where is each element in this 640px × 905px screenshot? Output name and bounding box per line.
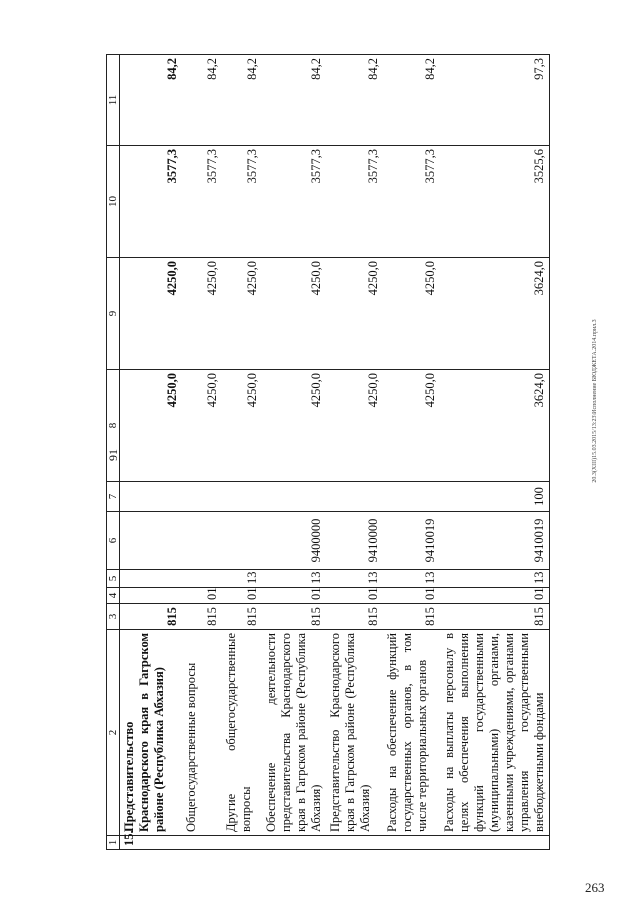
row-number: 15. [120, 836, 182, 850]
value-percent: 97,3 [440, 55, 550, 146]
code-subsection [120, 570, 182, 588]
code-section: 01 [262, 588, 326, 604]
row-number [326, 836, 383, 850]
value-approved: 4250,0 [326, 370, 383, 482]
value-percent: 84,2 [326, 55, 383, 146]
code-section: 01 [326, 588, 383, 604]
code-section: 01 [182, 588, 222, 604]
value-percent: 84,2 [262, 55, 326, 146]
column-header-2: 2 [107, 630, 120, 836]
value-planned: 4250,0 [182, 258, 222, 370]
footer-file-path: 20.3(XIII)15.03.2015/13:23\Исполнение БЮДЖЕТА.2014.прил.3 [592, 319, 598, 483]
row-number [182, 836, 222, 850]
code-expense-type: 100 [440, 482, 550, 512]
code-expense-type [120, 482, 182, 512]
column-header-4: 4 [107, 588, 120, 604]
code-ministry: 815 [326, 604, 383, 630]
value-percent: 84,2 [222, 55, 262, 146]
row-number [262, 836, 326, 850]
value-executed: 3577,3 [182, 146, 222, 258]
row-name: Другие общегосударственные вопросы [222, 630, 262, 836]
column-header-1: 1 [107, 836, 120, 850]
column-header-9: 9 [107, 258, 120, 370]
code-ministry: 815 [182, 604, 222, 630]
code-ministry: 815 [262, 604, 326, 630]
column-header-5: 5 [107, 570, 120, 588]
code-subsection: 13 [383, 570, 440, 588]
code-section: 01 [440, 588, 550, 604]
code-expense-type [222, 482, 262, 512]
value-planned: 3624,0 [440, 258, 550, 370]
value-executed: 3577,3 [383, 146, 440, 258]
row-name: Обеспечение деятельности представительства Краснодарского края в Гагрском районе (Республика Абхазия) [262, 630, 326, 836]
rotated-budget-table [106, 55, 576, 850]
code-expense-type [262, 482, 326, 512]
code-expense-type [383, 482, 440, 512]
code-ministry: 815 [383, 604, 440, 630]
value-approved: 3624,0 [440, 370, 550, 482]
row-name: Представительство Краснодарского края в Гагрском районе (Республика Абхазия) [326, 630, 383, 836]
value-executed: 3577,3 [262, 146, 326, 258]
column-header-8: 8 [107, 370, 120, 482]
header-row [107, 55, 120, 850]
value-percent: 84,2 [120, 55, 182, 146]
value-planned: 4250,0 [262, 258, 326, 370]
value-approved: 4250,0 [222, 370, 262, 482]
row-number [222, 836, 262, 850]
value-executed: 3525,6 [440, 146, 550, 258]
code-section: 01 [222, 588, 262, 604]
row-name: Общегосударственные вопросы [182, 630, 222, 836]
code-target: 9400000 [262, 512, 326, 570]
table-row [262, 55, 326, 850]
row-name: Расходы на обеспечение функций государственных органов, в том числе территориальных органов [383, 630, 440, 836]
value-planned: 4250,0 [383, 258, 440, 370]
code-expense-type [182, 482, 222, 512]
row-name: Представительство Краснодарского края в Гагрском районе (Республика Абхазия) [120, 630, 182, 836]
table-row [383, 55, 440, 850]
table-body [120, 55, 550, 850]
code-target [222, 512, 262, 570]
code-subsection [182, 570, 222, 588]
column-header-7: 7 [107, 482, 120, 512]
row-name: Расходы на выплаты персоналу в целях обеспечения выполнения функций государственными (муниципальными) органами, казенными учреждениями, органами управления государственными внебюджетными фондами [440, 630, 550, 836]
code-target: 9410000 [326, 512, 383, 570]
code-subsection: 13 [326, 570, 383, 588]
value-percent: 84,2 [383, 55, 440, 146]
table-row [326, 55, 383, 850]
corner-page-number: 263 [585, 880, 605, 895]
column-header-6: 6 [107, 512, 120, 570]
code-ministry: 815 [120, 604, 182, 630]
value-executed: 3577,3 [326, 146, 383, 258]
value-planned: 4250,0 [222, 258, 262, 370]
table-row [120, 55, 182, 850]
code-subsection: 13 [440, 570, 550, 588]
row-number [440, 836, 550, 850]
code-target [182, 512, 222, 570]
table-row [222, 55, 262, 850]
value-approved: 4250,0 [182, 370, 222, 482]
column-header-10: 10 [107, 146, 120, 258]
code-target: 9410019 [383, 512, 440, 570]
code-ministry: 815 [222, 604, 262, 630]
code-ministry: 815 [440, 604, 550, 630]
value-executed: 3577,3 [120, 146, 182, 258]
code-section [120, 588, 182, 604]
code-section: 01 [383, 588, 440, 604]
column-header-11: 11 [107, 55, 120, 146]
budget-table [106, 54, 550, 850]
table-row [182, 55, 222, 850]
value-approved: 4250,0 [262, 370, 326, 482]
value-planned: 4250,0 [120, 258, 182, 370]
value-percent: 84,2 [182, 55, 222, 146]
column-header-3: 3 [107, 604, 120, 630]
value-executed: 3577,3 [222, 146, 262, 258]
value-planned: 4250,0 [326, 258, 383, 370]
table-row [440, 55, 550, 850]
code-expense-type [326, 482, 383, 512]
code-subsection: 13 [262, 570, 326, 588]
code-subsection: 13 [222, 570, 262, 588]
code-target [120, 512, 182, 570]
value-approved: 4250,0 [120, 370, 182, 482]
value-approved: 4250,0 [383, 370, 440, 482]
page-number: 91 [106, 449, 120, 461]
code-target: 9410019 [440, 512, 550, 570]
row-number [383, 836, 440, 850]
